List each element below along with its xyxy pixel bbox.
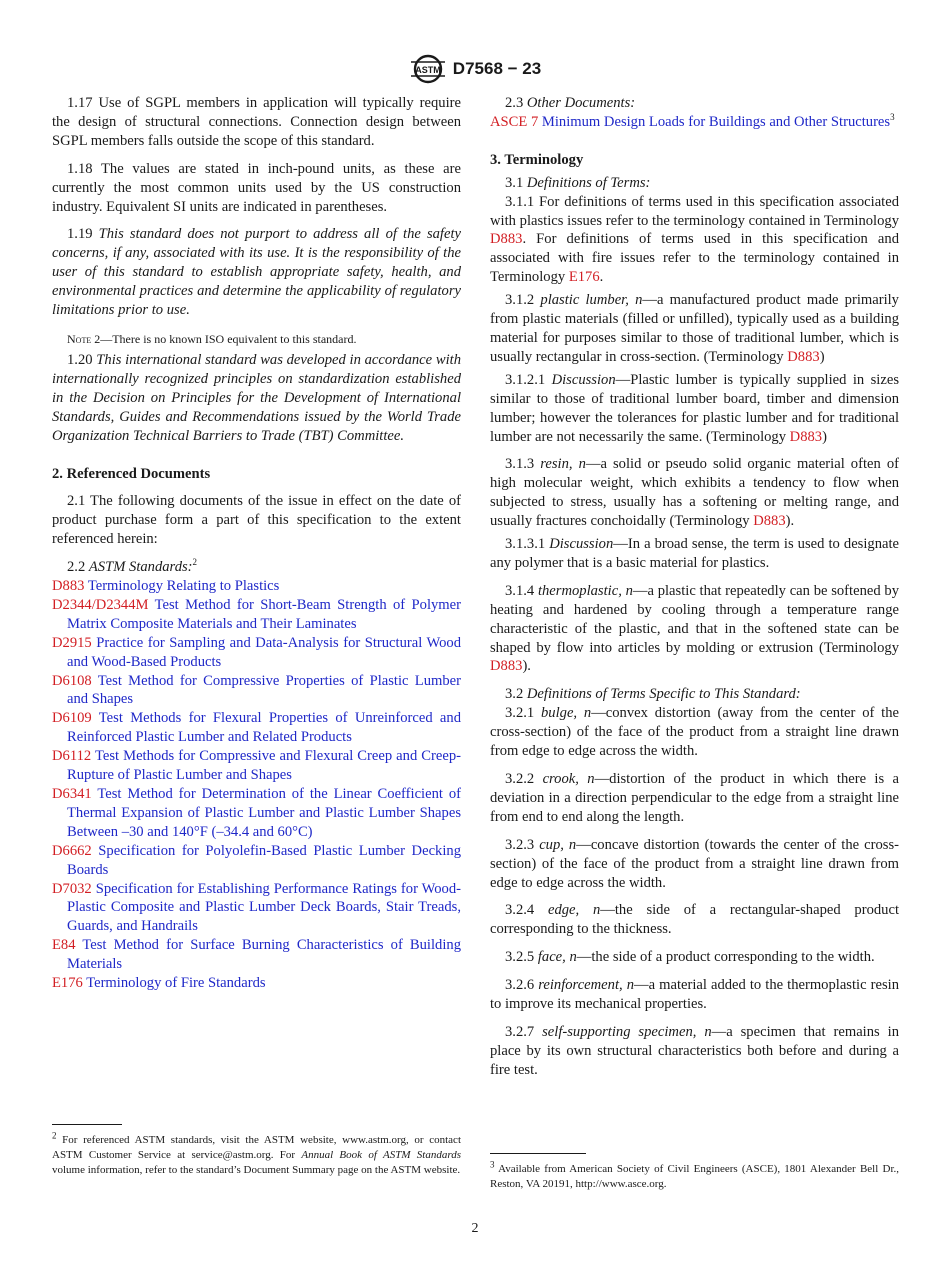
section-3-heading: 3. Terminology: [490, 151, 584, 168]
reference-item[interactable]: D6112 Test Methods for Compressive and Flexural Creep and Creep-Rupture of Plastic Lumber and Shapes: [52, 748, 461, 784]
paragraph-3-2-2: 3.2.2 crook, n—distortion of the product in which there is a deviation in a direction perpendicular to the edge from a straight line from end to end along the length.: [490, 771, 899, 825]
reference-item[interactable]: E84 Test Method for Surface Burning Characteristics of Building Materials: [52, 937, 461, 973]
paragraph-3-1-1: 3.1.1 For definitions of terms used in this specification associated with plastics issues refer to the terminology contained in Terminology D883. For definitions of terms used in this specification and associated with fire issues refer to the terminology contained in Terminology E176.: [490, 193, 899, 286]
left-column: [52, 94, 461, 993]
paragraph-3-1-4: 3.1.4 thermoplastic, n—a plastic that repeatedly can be softened by heating and hardened by cooling through a temperature range characteristic of the plastic, and that in the softened state can be shaped by flow into articles by molding or extrusion (Terminology D883).: [490, 582, 899, 675]
reference-item[interactable]: D6109 Test Methods for Flexural Properties of Unreinforced and Reinforced Plastic Lumber and Related Products: [52, 710, 461, 746]
reference-item[interactable]: D2915 Practice for Sampling and Data-Analysis for Structural Wood and Wood-Based Products: [52, 634, 461, 670]
paragraph-1-20: 1.20 This international standard was developed in accordance with internationally recognized principles on standardization established in the Decision on Principles for the Development of International Standards, Guides and Recommendations issued by the World Trade Organization Technical Barriers to Trade (TBT) Committee.: [52, 351, 462, 444]
reference-item[interactable]: D883 Terminology Relating to Plastics: [52, 578, 280, 595]
paragraph-3-1-2-1: 3.1.2.1 Discussion—Plastic lumber is typically supplied in sizes similar to those of traditional lumber board, timber and dimension lumber; however the tolerances for plastic lumber and for traditional lumber are not necessarily the same. (Terminology D883): [490, 371, 899, 445]
reference-item[interactable]: D6341 Test Method for Determination of the Linear Coefficient of Thermal Expansion of Plastic Lumber and Plastic Lumber Shapes Between –30 and 140°F (–34.4 and 60°C): [52, 786, 461, 840]
paragraph-3-2: 3.2 Definitions of Terms Specific to This Standard:: [505, 686, 801, 703]
footnote-rule: [490, 1153, 586, 1154]
paragraph-3-2-7: 3.2.7 self-supporting specimen, n—a specimen that remains in place by its own structural characteristics both before and during a fire test.: [490, 1023, 899, 1078]
ref-link[interactable]: E176: [568, 269, 600, 286]
right-column: [490, 94, 899, 1080]
reference-item[interactable]: D7032 Specification for Establishing Performance Ratings for Wood-Plastic Composite and Plastic Lumber Deck Boards, Stair Treads, Guards, and Handrails: [52, 880, 461, 935]
paragraph-3-1-2: 3.1.2 plastic lumber, n—a manufactured product made primarily from plastic materials (filled or unfilled), typically used as a building material for purposes similar to those of traditional lumber, which is usually rectangular in cross-section. (Terminology D883): [490, 292, 899, 365]
footnote-3: $^3$ Available from American Society of Civil Engineers (ASCE), 1801 Alexander Bell Dr., Reston, VA 20191, http://www.asce.org.: [490, 1159, 899, 1190]
page-header: [0, 52, 950, 86]
reference-item-asce[interactable]: ASCE 7 Minimum Design Loads for Buildings and Other Structures$^3$: [490, 112, 895, 130]
paragraph-3-2-5: 3.2.5 face, n—the side of a product corresponding to the width.: [505, 949, 875, 966]
paragraph-3-1-3-1: 3.1.3.1 Discussion—In a broad sense, the term is used to designate any polymer that is a basic material for plastics.: [490, 536, 900, 571]
section-2-heading: 2. Referenced Documents: [52, 465, 211, 482]
paragraph-1-18: 1.18 The values are stated in inch-pound units, as these are currently the most common units used by the US construction industry. Equivalent SI units are indicated in parentheses.: [52, 160, 461, 215]
paragraph-1-19: 1.19 This standard does not purport to address all of the safety concerns, if any, associated with its use. It is the responsibility of the user of this standard to establish appropriate safety, health, and environmental practices and determine the applicability of regulatory limitations prior to use.: [52, 226, 461, 319]
ref-link[interactable]: D883: [490, 658, 523, 675]
note-2: Note 2—There is no known ISO equivalent to this standard.: [67, 331, 357, 346]
ref-link[interactable]: D883: [787, 348, 820, 365]
paragraph-3-1: 3.1 Definitions of Terms:: [505, 174, 651, 191]
astm-logo-icon: [409, 52, 447, 86]
reference-item[interactable]: D6108 Test Method for Compressive Properties of Plastic Lumber and Shapes: [52, 672, 461, 708]
paragraph-2-1: 2.1 The following documents of the issue in effect on the date of product purchase form a part of this specification to the extent referenced herein:: [52, 493, 461, 548]
paragraph-2-2: 2.2 ASTM Standards:$^2$: [67, 557, 198, 576]
reference-item[interactable]: D2344/D2344M Test Method for Short-Beam Strength of Polymer Matrix Composite Materials and Their Laminates: [52, 596, 461, 632]
reference-item[interactable]: E176 Terminology of Fire Standards: [52, 975, 266, 992]
paragraph-3-1-3: 3.1.3 resin, n—a solid or pseudo solid organic material often of high molecular weight, which exhibits a tendency to flow when subjected to stress, usually has a softening or melting range, and usually fractures conchoidally (Terminology D883).: [490, 456, 899, 530]
ref-link[interactable]: D883: [753, 513, 786, 530]
paragraph-3-2-3: 3.2.3 cup, n—concave distortion (towards the center of the cross-section) of the face of the product from a straight line drawn from edge to edge across the width.: [490, 836, 899, 891]
ref-link[interactable]: D883: [789, 428, 823, 445]
standard-designation: D7568 − 23: [452, 58, 542, 78]
paragraph-3-2-1: 3.2.1 bulge, n—convex distortion (away from the center of the cross-section) of the face of the product from a straight line drawn from edge to edge across the width.: [490, 705, 899, 760]
paragraph-2-3: 2.3 Other Documents:: [505, 95, 636, 111]
reference-item[interactable]: D6662 Specification for Polyolefin-Based Plastic Lumber Decking Boards: [52, 842, 461, 878]
ref-link[interactable]: D883: [490, 231, 523, 248]
paragraph-3-2-4: 3.2.4 edge, n—the side of a rectangular-shaped product corresponding to the thickness.: [490, 902, 899, 938]
footnote-rule: [52, 1124, 122, 1125]
page-number: 2: [471, 1221, 479, 1236]
paragraph-3-2-6: 3.2.6 reinforcement, n—a material added to the thermoplastic resin to improve its mechanical properties.: [490, 977, 899, 1013]
svg-text:ASTM: ASTM: [415, 65, 441, 75]
paragraph-1-17: 1.17 Use of SGPL members in application will typically require the design of structural connections. Connection design between SGPL members falls outside the scope of this standard.: [52, 95, 461, 149]
footnote-2: $^2$ For referenced ASTM standards, visit the ASTM website, www.astm.org, or contact ASTM Customer Service at service@astm.org. For Annual Book of ASTM Standards volume information, refer to the standard’s Document Summary page on the ASTM website.: [52, 1130, 461, 1176]
